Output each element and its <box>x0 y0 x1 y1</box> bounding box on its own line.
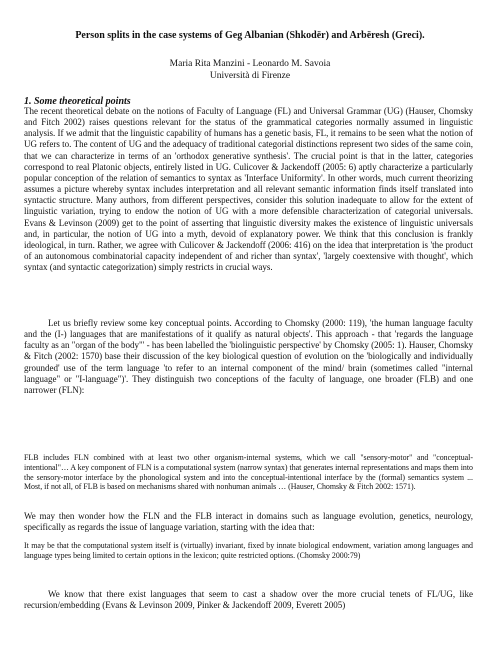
block-quote-1: FLB includes FLN combined with at least two other organism-internal systems, which we call "sensory-motor" and "conceptual-intentional"… A key component of FLN is a computational system (narrow syntax) that generates internal representations and maps them into the sensory-motor interface by the phonological system and into the conceptual-intentional interface by the (formal) semantics system ... Most, if not all, of FLB is based on mechanisms shared with nonhuman animals … (Hauser, Chomsky & Fitch 2002: 1571). <box>24 453 473 492</box>
block-quote-2: It may be that the computational system itself is (virtually) invariant, fixed by innate biological endowment, variation among languages and language types being limited to certain options in the lexicon; quite restricted options. (Chomsky 2000:79) <box>24 541 473 560</box>
body-paragraph-4: We know that there exist languages that seem to cast a shadow over the more crucial tenets of FL/UG, like recursion/embedding (Evans & Levinson 2009, Pinker & Jackendoff 2009, Everett 2005) <box>24 589 473 611</box>
body-paragraph-3: We may then wonder how the FLN and the FLB interact in domains such as language evolution, genetics, neurology, specifically as regards the issue of language variation, starting with the idea that: <box>24 511 473 533</box>
paper-authors: Maria Rita Manzini - Leonardo M. Savoia <box>169 59 331 69</box>
paper-affiliation: Università di Firenze <box>209 71 291 81</box>
body-paragraph-2: Let us briefly review some key conceptual points. According to Chomsky (2000: 119), 'the human language faculty and the (I-) languages that are manifestations of it qualify as natural objects'. This approach - that 'regards the language faculty as an "organ of the body"' - has been labelled the 'biolinguistic perspective' by Chomsky (2005: 1). Hauser, Chomsky & Fitch (2002: 1570) base their discussion of the key biological question of evolution on the 'biologically and individually grounded' use of the term language 'to refer to an internal component of the mind/ brain (sometimes called "internal language" or "I-language")'. They distinguish two conceptions of the faculty of language, one broader (FLB) and one narrower (FLN): <box>24 318 473 395</box>
section-heading: 1. Some theoretical points <box>24 96 131 107</box>
paper-title: Person splits in the case systems of Geg Albanian (Shkodër) and Arbëresh (Greci). <box>75 30 425 41</box>
body-paragraph-1: The recent theoretical debate on the notions of Faculty of Language (FL) and Universal Grammar (UG) (Hauser, Chomsky and Fitch 2002) raises questions relevant for the status of the grammatical categories normally assumed in linguistic analysis. If we admit that the linguistic capability of humans has a genetic basis, FL, it remains to be seen what the notion of UG refers to. The content of UG and the adequacy of traditional categorial distinctions represent two sides of the same coin, that we can characterize in terms of an 'orthodox generative synthesis'. The crucial point is that in the latter, categories correspond to real Platonic objects, entirely listed in UG. Culicover & Jackendoff (2005: 6) aptly characterize a particularly popular conception of the relation of semantics to syntax as 'Interface Uniformity'. In other words, much current theorizing assumes a picture whereby syntax includes interpretation and all relevant semantic information finds itself translated into syntactic structure. Many authors, from different perspectives, consider this solution inadequate to allow for the extent of linguistic variation, trying to endow the notion of UG with a more defensible characterization of categorial universals. Evans & Levinson (2009) get to the point of asserting that linguistic diversity makes the existence of linguistic universals and, in particular, the notion of UG into a myth, devoid of explanatory power. We think that this conclusion is frankly ideological, in turn. Rather, we agree with Culicover & Jackendoff (2006: 416) on the idea that interpretation is 'the product of an autonomous combinatorial capacity independent of and richer than syntax', 'largely coextensive with thought', which syntax (and syntactic categorization) simply restricts in crucial ways. <box>24 106 473 273</box>
